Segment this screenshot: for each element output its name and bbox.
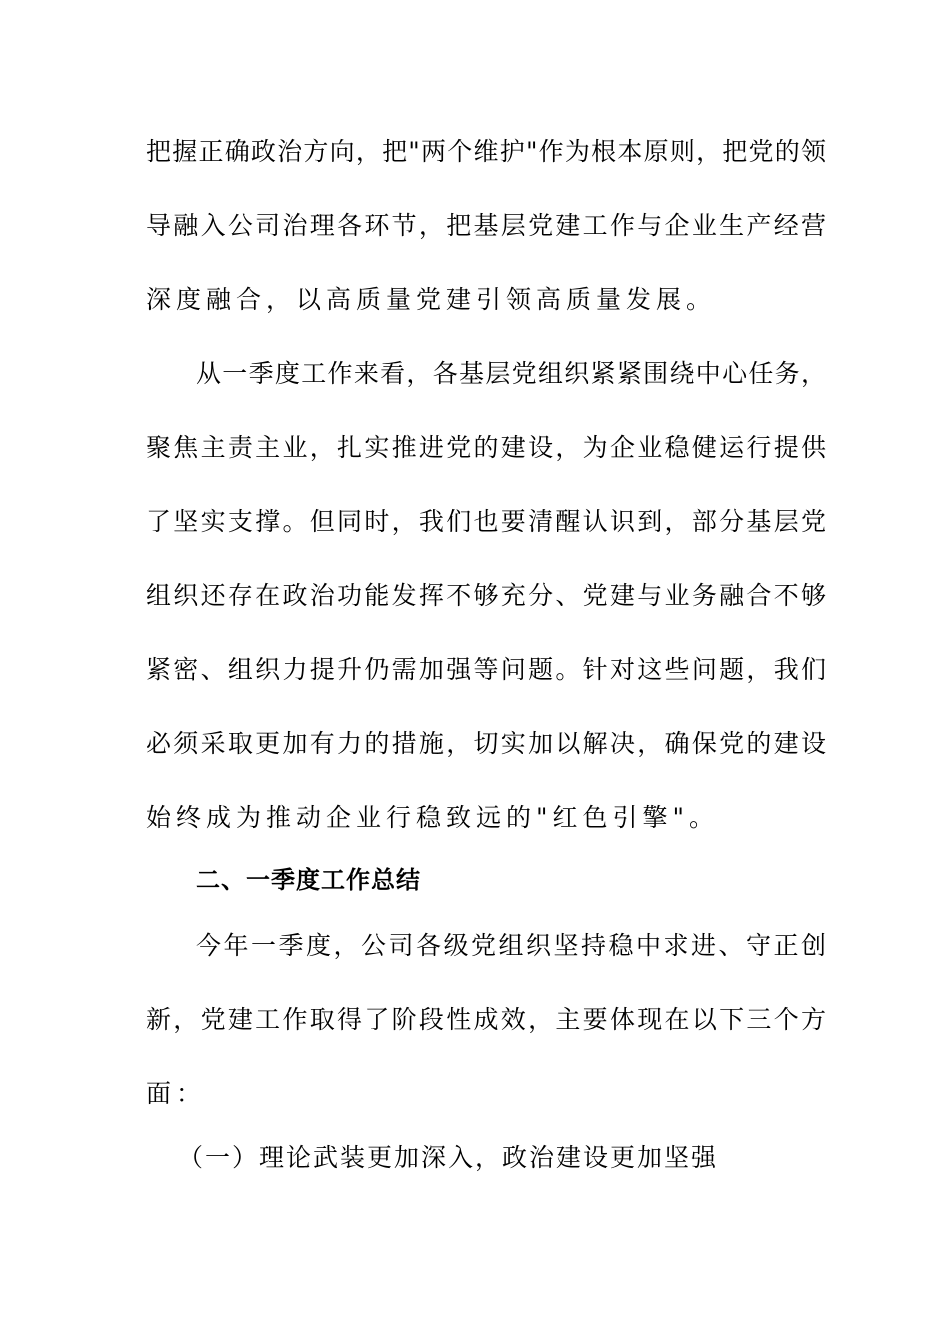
- paragraph-line: 始终成为推动企业行稳致远的"红色引擎"。: [146, 803, 719, 832]
- paragraph-line: 必须采取更加有力的措施，切实加以解决，确保党的建设: [146, 729, 826, 758]
- paragraph-line: 了坚实支撑。但同时，我们也要清醒认识到，部分基层党: [146, 507, 826, 536]
- section-heading: 二、一季度工作总结: [196, 866, 421, 894]
- subsection-heading: （一）理论武装更加深入，政治建设更加坚强: [178, 1143, 719, 1172]
- paragraph-line: 从一季度工作来看，各基层党组织紧紧围绕中心任务，: [196, 359, 826, 388]
- paragraph-line: 聚焦主责主业，扎实推进党的建设，为企业稳健运行提供: [146, 433, 826, 462]
- paragraph-line: 把握正确政治方向，把"两个维护"作为根本原则，把党的领: [146, 137, 826, 166]
- paragraph-line: 导融入公司治理各环节，把基层党建工作与企业生产经营: [146, 211, 826, 240]
- paragraph-line: 组织还存在政治功能发挥不够充分、党建与业务融合不够: [146, 581, 826, 610]
- paragraph-line: 紧密、组织力提升仍需加强等问题。针对这些问题，我们: [146, 655, 826, 684]
- paragraph-line: 今年一季度，公司各级党组织坚持稳中求进、守正创: [196, 931, 826, 960]
- paragraph-line: 新，党建工作取得了阶段性成效，主要体现在以下三个方: [146, 1005, 826, 1034]
- paragraph-line: 深度融合，以高质量党建引领高质量发展。: [146, 285, 717, 314]
- paragraph-line: 面：: [146, 1079, 207, 1108]
